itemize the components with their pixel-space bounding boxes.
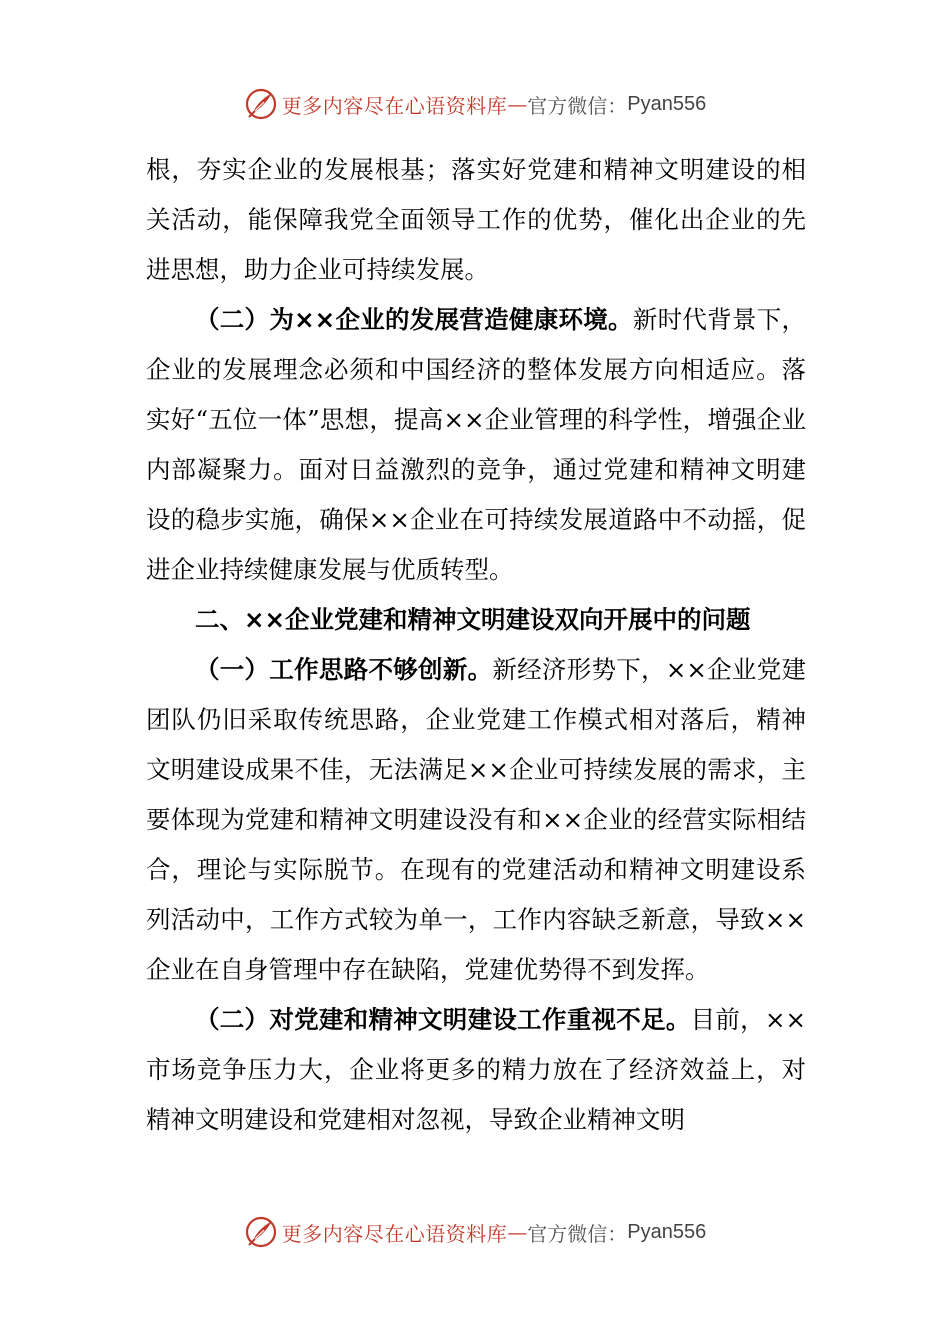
- section-heading: 二、××企业党建和精神文明建设双向开展中的问题: [195, 605, 751, 634]
- paragraph-text: 目前，××市场竞争压力大，企业将更多的精力放在了经济效益上，对精神文明建设和党建相对忽视，导致企业精神文明: [146, 1005, 807, 1134]
- paragraph-work-ideas: [146, 645, 806, 995]
- watermark-library-text: 更多内容尽在心语资料库: [281, 93, 508, 118]
- watermark-dash: —: [507, 92, 528, 116]
- paragraph-heading: （一）工作思路不够创新。: [195, 655, 493, 684]
- watermark-wechat-id: Pyan556: [627, 92, 707, 115]
- footer-watermark: [0, 1212, 950, 1252]
- watermark-dash: —: [507, 1220, 528, 1244]
- paragraph-text: 新经济形势下，××企业党建团队仍旧采取传统思路，企业党建工作模式相对落后，精神文明建设成果不佳，无法满足××企业可持续发展的需求，主要体现为党建和精神文明建设没有和××企业的经营实际相结合，理论与实际脱节。在现有的党建活动和精神文明建设系列活动中，工作方式较为单一，工作内容缺乏新意，导致××企业在自身管理中存在缺陷，党建优势得不到发挥。: [146, 655, 806, 984]
- paragraph-heading: （二）为××企业的发展营造健康环境。: [195, 305, 633, 334]
- paragraph-continuation: 根，夯实企业的发展根基；落实好党建和精神文明建设的相关活动，能保障我党全面领导工作的优势，催化出企业的先进思想，助力企业可持续发展。: [146, 155, 806, 284]
- feather-pen-logo-icon: [244, 1215, 278, 1249]
- watermark-wechat-label: 官方微信：: [527, 1221, 628, 1246]
- watermark-wechat-id: Pyan556: [627, 1220, 707, 1243]
- document-body: [146, 145, 806, 1145]
- paragraph-healthy-environment: [146, 295, 806, 595]
- header-watermark: [0, 84, 950, 124]
- paragraph-insufficient-attention: [146, 995, 806, 1145]
- feather-pen-logo-icon: [244, 87, 278, 121]
- watermark-library-text: 更多内容尽在心语资料库: [281, 1221, 508, 1246]
- watermark-wechat-label: 官方微信：: [527, 93, 628, 118]
- paragraph-heading: （二）对党建和精神文明建设工作重视不足。: [195, 1005, 691, 1034]
- paragraph-text: 新时代背景下，企业的发展理念必须和中国经济的整体发展方向相适应。落实好“五位一体”思想，提高××企业管理的科学性，增强企业内部凝聚力。面对日益激烈的竞争，通过党建和精神文明建设的稳步实施，确保××企业在可持续发展道路中不动摇，促进企业持续健康发展与优质转型。: [146, 305, 807, 584]
